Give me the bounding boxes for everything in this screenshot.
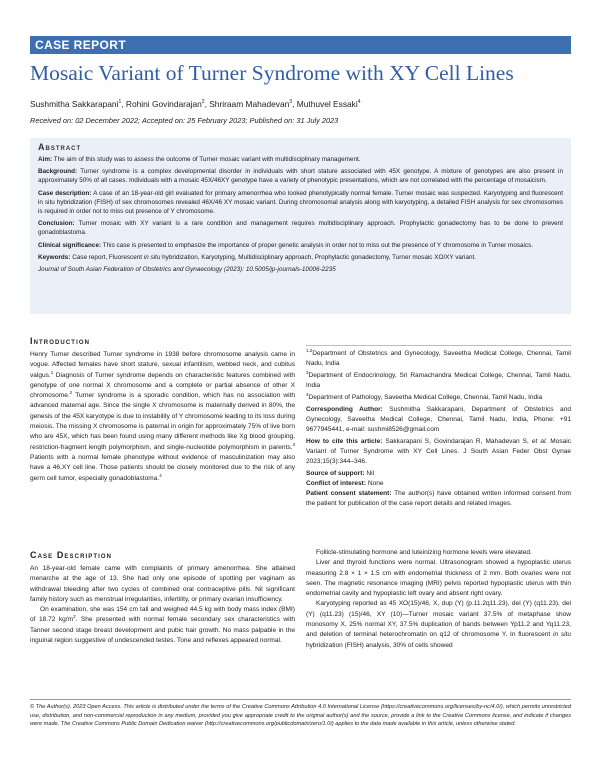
abstract-box — [30, 138, 571, 314]
abstract-conclusion: Conclusion: Turner mosaic with XY variant is a rare condition and management requires multidisciplinary approach. Prophylactic gonadectomy has to be done to prevent gonadoblastoma. — [38, 220, 563, 237]
article-type-banner — [30, 36, 571, 54]
author-affiliation-mark: 2 — [201, 99, 205, 106]
case-description-continued: Follicle-stimulating hormone and luteinizing hormone levels were elevated. Liver and thyroid functions were normal. Ultrasonogram showed a hypoplastic uterus measuring 2.8 × 1 × 1.5 cm with endometrial thickness of 2 mm. Both ovaries were not seen. The magnetic resonance imaging (MRI) pelvis reported hypoplastic uterus with thin endometrial cavity and hypoplastic left ovary and absent right ovary. Karyotyping reported as 45 XO(15)/46, X, dup (Y) (p.11.2q11.23), del (Y) (q11.23), del (Y) (q11.23) (15)/46, XY (10)—Turner mosaic variant 37.5% of metaphase show monosomy X, 25% normal XY, 37.5% duplication of bands between Yp11.2 and Yq11.23, and deletion of terminal heterochromatin on q12 of chromosome Y. In fluorescent in situ hybridization (FISH) analysis, 30% of cells showed — [306, 549, 572, 649]
introduction-heading: Introduction — [30, 336, 91, 346]
author-name: Rohini Govindarajan — [125, 99, 202, 109]
abstract-heading: Abstract — [38, 142, 82, 152]
affiliation-divider — [306, 345, 571, 346]
source-of-support: Source of support: Nil — [306, 470, 375, 477]
patient-consent: Patient consent statement: The author(s) have obtained written informed consent from the patient for publication of the case report details and related images. — [306, 490, 572, 507]
how-to-cite: How to cite this article: Sakkarapani S, Govindarajan R, Mahadevan S, et al. Mosaic Variant of Turner Syndrome with XY Cell Lines. J South Asian Feder Obst Gynae 2023;15(3):344–346. — [306, 438, 571, 465]
footer-divider — [30, 699, 571, 700]
author-list: Sushmitha Sakkarapani$^1$, Rohini Govindarajan$^2$, Shriraam Mahadevan$^3$, Muthuvel Essaki$^4$ — [30, 99, 361, 109]
article-type-label: CASE REPORT — [35, 38, 127, 52]
journal-citation: Journal of South Asian Federation of Obstetrics and Gynaecology (2023): 10.5005/jp-journals-10006-2235 — [38, 266, 336, 274]
license-footer: © The Author(s). 2023 Open Access. This article is distributed under the terms of the Creative Commons Attribution 4.0 International License (https://creativecommons.org/licenses/by-nc/4.0/), which permits unrestricted use, distribution, and non-commercial reproduction in any medium, provided you give appropriate credit to the original author(s) and the source, provide a link to the Creative Commons license, and indicate if changes were made. The Creative Commons Public Domain Dedication waiver (http://creativecommons.org/publicdomain/zero/1.0/) applies to the data made available in this article, unless otherwise stated. — [30, 704, 571, 728]
abstract-background: Background: Turner syndrome is a complex developmental disorder in individuals with short stature associated with 45X genotype. A mixture of genotypes are also present in approximately 50% of all cases. Individuals with a mosaic 45X/46XY genotype have a variety of phenotypic presentations, which are not correlated with the percentage of mosaicism. — [38, 168, 563, 185]
corresponding-author: Corresponding Author: Sushmitha Sakkarapani, Department of Obstetrics and Gynecology, Saveetha Medical College, Chennai, Tamil Nadu, India, Phone: +91 9677945441, e-mail: sushmi8526@gmail.com — [306, 406, 571, 433]
introduction-text: Henry Turner described Turner syndrome in 1938 before chromosome analysis came in vogue. Affected females have short stature, sexual infantilism, webbed neck, and cubitus valgus.$^1$ Diagnosis of Turner syndrome depends on characteristic features combined with genotype of one normal X chromosome and a complete or partial absence of other X chromosome.$^2$ Turner syndrome is a sporadic condition, which has no association with advanced maternal age. Since the single X chromosome is maternally derived in 80%, the genesis of the 45X karyotype is due to instability of Y chromosome leading to its loss during meiosis. The missing X chromosome is paternal in origin for approximately 75% of live born who are 45X, which has been found using many different methods like Xg blood grouping, restriction-fragment length polymorphism, and single-nucleotide polymorphism in parents.$^3$ Patients with a normal female phenotype without evidence of masculinization may also have a 46,XY cell line. Those patients should be closely monitored due to the risk of any germ cell tumor, especially gonadoblastoma.$^4$ — [30, 351, 295, 482]
case-description-heading: Case Description — [30, 550, 113, 560]
affiliations-block: $^{1,2}$Department of Obstetrics and Gynecology, Saveetha Medical College, Chennai, Tamil Nadu, India $^3$Department of Endocrinology, Sri Ramachandra Medical College, Chennai, Tamil Nadu, India $^4$Department of Pathology, Saveetha Medical College, Chennai, Tamil Nadu, India Corresponding Author: Sushmitha Sakkarapani, Department of Obstetrics and Gynecology, Saveetha Medical College, Chennai, Tamil Nadu, India, Phone: +91 9677945441, e-mail: sushmi8526@gmail.com How to cite this article: Sakkarapani S, Govindarajan R, Mahadevan S, et al. Mosaic Variant of Turner Syndrome with XY Cell Lines. J South Asian Feder Obst Gynae 2023;15(3):344–346. Source of support: Nil Conflict of interest: None Patient consent statement: The author(s) have obtained written informed consent from the patient for publication of the case report details and related images. — [306, 347, 572, 507]
author-name: Shriraam Mahadevan — [209, 99, 290, 109]
article-title: Mosaic Variant of Turner Syndrome with XY Cell Lines — [30, 61, 514, 85]
abstract-clinical-significance: Clinical significance: This case is presented to emphasize the importance of proper genetic analysis in order not to miss out the presence of Y chromosome in Turner mosaics. — [38, 241, 534, 249]
abstract-case-description: Case description: A case of an 18-year-old girl evaluated for primary amenorrhea who looked phenotypically normal female. Turner mosaic was suspected. Karyotyping and fluorescent in situ hybridization (FISH) of sex chromosomes revealed 46X/46 XY mosaic variant. During chromosomal analysis along with karyotyping, a detailed FISH analysis for sex chromosomes is required in order not to miss out presence of Y chromosome. — [38, 189, 563, 216]
publication-dates: Received on: 02 December 2022; Accepted on: 25 February 2023; Published on: 31 July 2023 — [30, 116, 339, 125]
author-affiliation-mark: 4 — [357, 99, 361, 106]
author-affiliation-mark: 3 — [289, 99, 293, 106]
author-affiliation-mark: 1 — [118, 99, 122, 106]
conflict-of-interest: Conflict of interest: None — [306, 480, 384, 487]
author-name: Sushmitha Sakkarapani — [30, 99, 119, 109]
case-description-text: An 18-year-old female came with complaints of primary amenorrhea. She attained menarche at the age of 13. She had only one episode of spotting per vaginam as withdrawal bleeding after two cycles of combined oral contraceptive pills. Nil significant family history such as menstrual irregularities, infertility, or primary ovarian insufficiency. On examination, she was 154 cm tall and weighed 44.5 kg with body mass index (BMI) of 18.72 $kg/m^2$. She presented with normal female secondary sex characteristics with Tanner second stage breast development and pubic hair growth. No mass palpable in the inguinal region suggestive of undescended testes. Tone and reflexes appeared normal. — [30, 565, 296, 645]
abstract-aim: Aim: The aim of this study was to assess the outcome of Turner mosaic variant with multidisciplinary management. — [38, 156, 361, 163]
author-name: Muthuvel Essaki — [296, 99, 358, 109]
abstract-keywords: Keywords: Case report, Fluorescent in situ hybridization, Karyotyping, Multidisciplinary approach, Prophylactic gonadectomy, Turner mosaic XO/XY variant. — [38, 253, 477, 261]
